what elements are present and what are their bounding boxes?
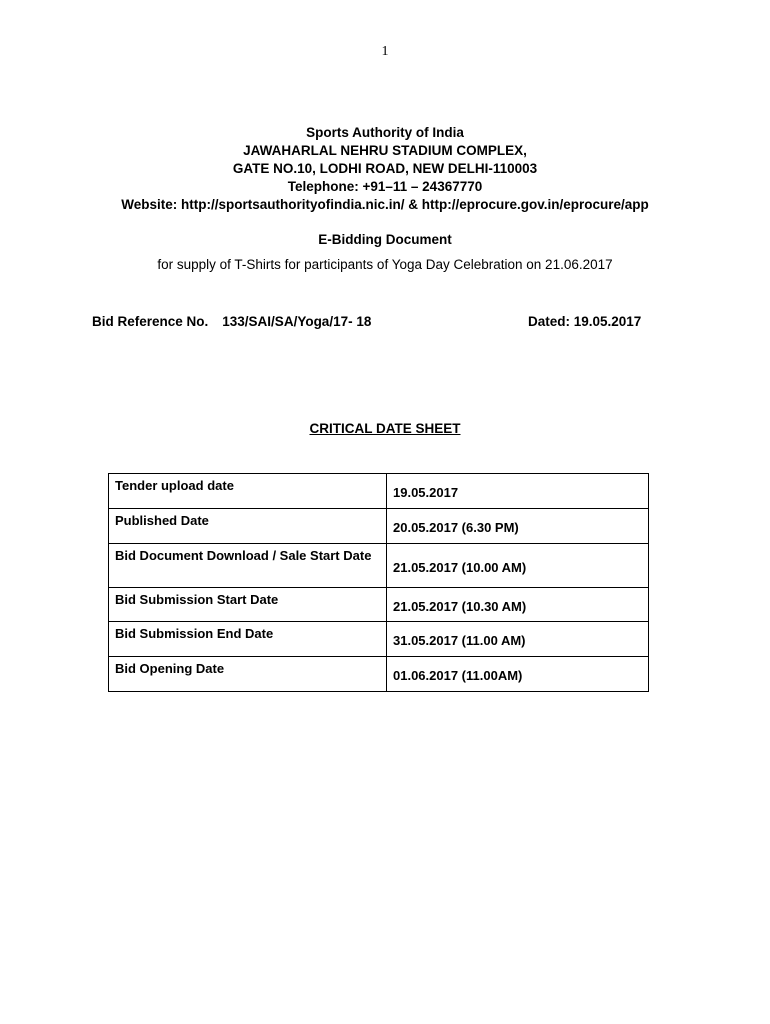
table-row (109, 509, 649, 544)
row-label: Tender upload date (109, 474, 387, 509)
critical-date-table (108, 473, 649, 692)
row-value: 20.05.2017 (6.30 PM) (387, 509, 649, 544)
table-row (109, 622, 649, 657)
bid-reference-value: 133/SAI/SA/Yoga/17- 18 (222, 314, 372, 329)
table-row (109, 588, 649, 622)
row-label: Published Date (109, 509, 387, 544)
row-value: 01.06.2017 (11.00AM) (387, 657, 649, 692)
row-value: 19.05.2017 (387, 474, 649, 509)
table-row (109, 657, 649, 692)
row-label: Bid Submission End Date (109, 622, 387, 657)
bid-date: Dated: 19.05.2017 (528, 314, 642, 329)
row-label: Bid Submission Start Date (109, 588, 387, 622)
postal-address: GATE NO.10, LODHI ROAD, NEW DELHI-110003 (232, 161, 538, 176)
website: Website: http://sportsauthorityofindia.nic.in/ & http://eprocure.gov.in/eprocure/app (121, 197, 649, 212)
row-label: Bid Document Download / Sale Start Date (109, 544, 387, 588)
organization-header (0, 124, 770, 214)
telephone: Telephone: +91–11 – 24367770 (287, 179, 483, 194)
row-label: Bid Opening Date (109, 657, 387, 692)
row-value: 21.05.2017 (10.00 AM) (387, 544, 649, 588)
document-title: E-Bidding Document (318, 232, 452, 247)
row-value: 21.05.2017 (10.30 AM) (387, 588, 649, 622)
organization-name: Sports Authority of India (306, 125, 464, 140)
page-number: 1 (381, 44, 389, 59)
bid-reference (92, 314, 371, 329)
table-row (109, 544, 649, 588)
bid-reference-label: Bid Reference No. (92, 314, 209, 329)
critical-date-heading: CRITICAL DATE SHEET (309, 421, 461, 436)
row-value: 31.05.2017 (11.00 AM) (387, 622, 649, 657)
document-subtitle: for supply of T-Shirts for participants of Yoga Day Celebration on 21.06.2017 (157, 257, 613, 272)
table-row (109, 474, 649, 509)
complex-name: JAWAHARLAL NEHRU STADIUM COMPLEX, (243, 143, 527, 158)
